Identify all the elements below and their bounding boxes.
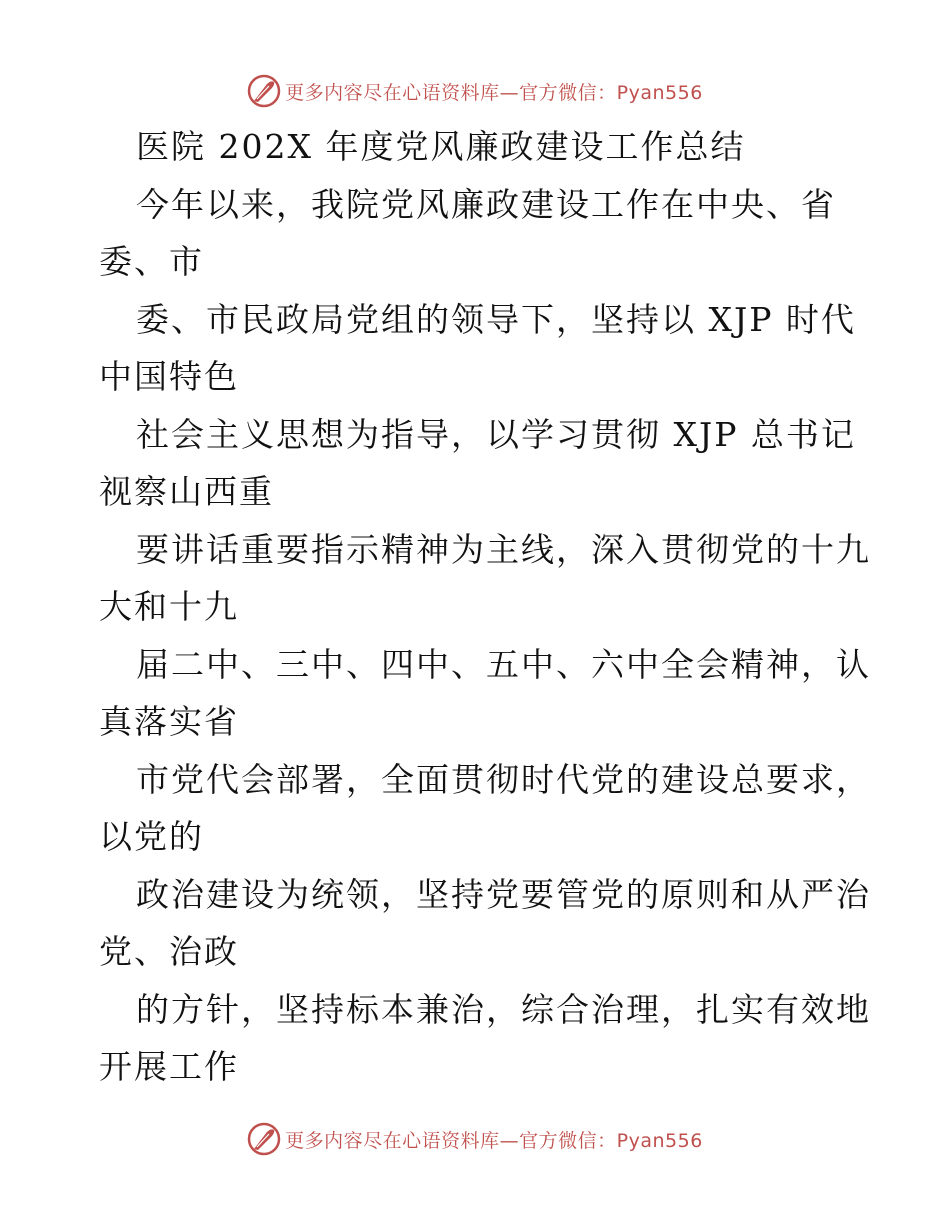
paragraph-line: 要讲话重要指示精神为主线，深入贯彻党的十九 (136, 529, 871, 569)
quill-pen-logo-icon (247, 74, 281, 108)
paragraph-line: 真落实省 (99, 702, 239, 741)
paragraph-line: 以党的 (99, 817, 204, 856)
paragraph-line: 届二中、三中、四中、五中、六中全会精神，认 (136, 644, 871, 684)
footer-banner-text: 更多内容尽在心语资料库—官方微信：Pyan556 (285, 1129, 703, 1152)
paragraph-line: 委、市民政局党组的领导下，坚持以 XJP 时代 (136, 299, 856, 339)
document-title: 医院 202X 年度党风廉政建设工作总结 (136, 127, 746, 166)
paragraph-line: 中国特色 (99, 357, 239, 396)
paragraph-line: 开展工作 (99, 1047, 239, 1086)
paragraph-line: 大和十九 (99, 587, 239, 626)
paragraph-line: 社会主义思想为指导，以学习贯彻 XJP 总书记 (136, 414, 856, 454)
document-body (99, 118, 871, 1096)
paragraph-line: 今年以来，我院党风廉政建设工作在中央、省 (136, 184, 836, 224)
paragraph-line: 视察山西重 (99, 472, 274, 511)
paragraph-line: 党、治政 (99, 932, 239, 971)
header-banner (0, 71, 950, 111)
paragraph-line: 的方针，坚持标本兼治，综合治理，扎实有效地 (136, 989, 871, 1029)
quill-pen-logo-icon (247, 1122, 281, 1156)
paragraph-line: 政治建设为统领，坚持党要管党的原则和从严治 (136, 874, 871, 914)
header-banner-text: 更多内容尽在心语资料库—官方微信：Pyan556 (285, 81, 703, 104)
paragraph-line: 委、市 (99, 242, 204, 281)
paragraph-line: 市党代会部署，全面贯彻时代党的建设总要求， (136, 759, 871, 799)
footer-banner (0, 1119, 950, 1159)
